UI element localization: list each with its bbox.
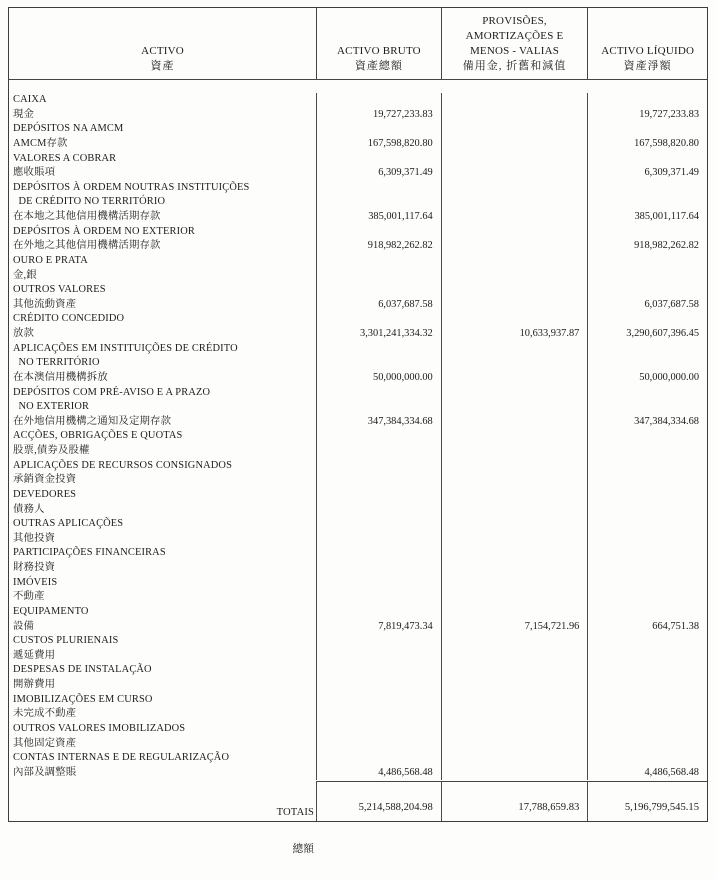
- row-label-line: NO TERRITÓRIO: [13, 357, 100, 369]
- row-label-line: APLICAÇÕES DE RECURSOS CONSIGNADOS: [13, 459, 233, 471]
- header-bruto-zh: 資產總額: [354, 60, 403, 72]
- amount-liquido: [587, 459, 707, 488]
- amount-prov: [441, 386, 588, 430]
- row-label: [9, 93, 316, 122]
- row-label-line: 在本澳信用機構拆放: [13, 371, 108, 383]
- row-label-line: 設備: [13, 620, 35, 632]
- table-row: [9, 181, 707, 225]
- row-label-line: EQUIPAMENTO: [13, 605, 89, 617]
- amount-bruto: 19,727,233.83: [316, 93, 441, 122]
- row-label-line: 金,銀: [13, 269, 37, 281]
- row-label: [9, 429, 316, 458]
- row-label-line: 遞延費用: [13, 649, 56, 661]
- totals-amount-provisoes: 17,788,659.83: [441, 781, 588, 821]
- header-provisoes-pt-line1: PROVISÕES,: [482, 15, 547, 27]
- row-label-line: PARTICIPAÇÕES FINANCEIRAS: [13, 547, 166, 559]
- row-label-line: ACÇÕES, OBRIGAÇÕES E QUOTAS: [13, 430, 183, 442]
- amount-prov: [441, 283, 588, 312]
- row-label-line: 開辦費用: [13, 679, 56, 690]
- row-label-line: 其他投資: [13, 532, 56, 544]
- row-label-line: CONTAS INTERNAS E DE REGULARIZAÇÃO: [13, 752, 230, 764]
- amount-bruto: [316, 459, 441, 488]
- row-label: [9, 605, 316, 634]
- row-label-line: IMÓVEIS: [13, 576, 58, 588]
- amount-liquido: 664,751.38: [587, 605, 707, 634]
- amount-liquido: [587, 517, 707, 546]
- row-label: [9, 152, 316, 181]
- row-label: [9, 342, 316, 386]
- header-provisoes-pt-line3: MENOS - VALIAS: [469, 45, 560, 57]
- table-row: [9, 386, 707, 430]
- row-label-line: VALORES A COBRAR: [13, 152, 117, 164]
- amount-bruto: 6,309,371.49: [316, 152, 441, 181]
- header-provisoes-zh: 備用金, 折舊和減值: [462, 60, 567, 72]
- amount-liquido: 50,000,000.00: [587, 342, 707, 386]
- amount-bruto: [316, 722, 441, 751]
- row-label: [9, 459, 316, 488]
- table-row: [9, 751, 707, 780]
- amount-prov: [441, 663, 588, 692]
- amount-prov: [441, 634, 588, 663]
- table-row: [9, 693, 707, 722]
- row-label: [9, 181, 316, 225]
- row-label-line: 現金: [13, 108, 35, 120]
- row-label-line: 應收賬項: [13, 167, 56, 179]
- amount-bruto: 7,819,473.34: [316, 605, 441, 634]
- row-label-line: OURO E PRATA: [13, 254, 88, 266]
- row-label-line: OUTRAS APLICAÇÕES: [13, 518, 124, 530]
- amount-bruto: [316, 634, 441, 663]
- row-label-line: DEPÓSITOS COM PRÉ-AVISO E A PRAZO: [13, 386, 211, 398]
- row-label-line: 其他固定資產: [13, 737, 77, 749]
- table-row: [9, 546, 707, 575]
- row-label: [9, 386, 316, 430]
- amount-liquido: [587, 429, 707, 458]
- row-label-line: DEPÓSITOS À ORDEM NO EXTERIOR: [13, 225, 195, 237]
- totals-label-pt: TOTAIS: [276, 807, 315, 818]
- amount-liquido: 347,384,334.68: [587, 386, 707, 430]
- table-row: [9, 93, 707, 122]
- amount-prov: [441, 342, 588, 386]
- amount-bruto: [316, 488, 441, 517]
- header-liquido-zh: 資產淨額: [623, 60, 672, 72]
- amount-prov: [441, 488, 588, 517]
- totals-label: [9, 781, 316, 855]
- table-row: [9, 634, 707, 663]
- table-body: [9, 80, 707, 781]
- row-label-line: OUTROS VALORES IMOBILIZADOS: [13, 722, 186, 734]
- row-label-line: 承銷資金投資: [13, 474, 77, 486]
- amount-liquido: [587, 634, 707, 663]
- header-provisoes: [441, 8, 588, 79]
- table-row: [9, 459, 707, 488]
- header-activo-pt: ACTIVO: [141, 45, 184, 57]
- row-label-line: 在本地之其他信用機構活期存款: [13, 211, 161, 222]
- amount-bruto: [316, 254, 441, 283]
- amount-bruto: 347,384,334.68: [316, 386, 441, 430]
- row-label: [9, 517, 316, 546]
- amount-liquido: 19,727,233.83: [587, 93, 707, 122]
- amount-bruto: 385,001,117.64: [316, 181, 441, 225]
- amount-liquido: 6,309,371.49: [587, 152, 707, 181]
- amount-bruto: 50,000,000.00: [316, 342, 441, 386]
- row-label-line: IMOBILIZAÇÕES EM CURSO: [13, 693, 153, 705]
- table-row: [9, 429, 707, 458]
- amount-liquido: 6,037,687.58: [587, 283, 707, 312]
- assets-table: [8, 7, 708, 855]
- header-activo: [9, 8, 316, 79]
- amount-prov: 7,154,721.96: [441, 605, 588, 634]
- amount-bruto: [316, 546, 441, 575]
- amount-prov: [441, 546, 588, 575]
- amount-liquido: [587, 693, 707, 722]
- table-row: [9, 517, 707, 546]
- header-provisoes-pt-line2: AMORTIZAÇÕES E: [465, 30, 564, 42]
- amount-liquido: [587, 576, 707, 605]
- amount-prov: 10,633,937.87: [441, 312, 588, 341]
- row-label-line: 其他流動資產: [13, 298, 77, 310]
- amount-liquido: [587, 254, 707, 283]
- row-label: [9, 722, 316, 751]
- row-label-line: CAIXA: [13, 94, 47, 105]
- row-label-line: 放款: [13, 328, 35, 339]
- row-label: [9, 693, 316, 722]
- row-label: [9, 576, 316, 605]
- row-label-line: 不動產: [13, 591, 45, 603]
- table-row: [9, 312, 707, 341]
- row-label-line: CRÉDITO CONCEDIDO: [13, 313, 125, 325]
- table-row: [9, 283, 707, 312]
- table-header-row: [9, 8, 707, 80]
- amount-liquido: 3,290,607,396.45: [587, 312, 707, 341]
- totals-amount-bruto: 5,214,588,204.98: [316, 781, 441, 821]
- row-label-line: 股票,債券及股權: [13, 445, 90, 456]
- table-row: [9, 122, 707, 151]
- row-label-line: 內部及調整賬: [13, 766, 77, 778]
- header-liquido-pt: ACTIVO LÍQUIDO: [601, 45, 695, 57]
- row-label-line: 債務人: [13, 503, 45, 515]
- table-row: [9, 576, 707, 605]
- amount-prov: [441, 576, 588, 605]
- row-label-line: DEPÓSITOS NA AMCM: [13, 123, 124, 135]
- amount-prov: [441, 225, 588, 254]
- amount-prov: [441, 181, 588, 225]
- amount-prov: [441, 517, 588, 546]
- amount-bruto: [316, 576, 441, 605]
- row-label: [9, 663, 316, 692]
- totals-amount-liquido: 5,196,799,545.15: [587, 781, 707, 821]
- amount-bruto: 167,598,820.80: [316, 122, 441, 151]
- amount-liquido: [587, 488, 707, 517]
- row-label-line: DE CRÉDITO NO TERRITÓRIO: [13, 196, 166, 208]
- amount-bruto: 6,037,687.58: [316, 283, 441, 312]
- amount-liquido: [587, 663, 707, 692]
- amount-bruto: 918,982,262.82: [316, 225, 441, 254]
- amount-liquido: 918,982,262.82: [587, 225, 707, 254]
- amount-liquido: 4,486,568.48: [587, 751, 707, 780]
- row-label: [9, 254, 316, 283]
- table-row: [9, 488, 707, 517]
- row-label: [9, 488, 316, 517]
- amount-bruto: [316, 517, 441, 546]
- row-label-line: 在外地信用機構之通知及定期存款: [13, 415, 172, 427]
- amount-prov: [441, 459, 588, 488]
- row-label-line: NO EXTERIOR: [13, 401, 90, 413]
- amount-prov: [441, 693, 588, 722]
- header-bruto-pt: ACTIVO BRUTO: [337, 45, 421, 57]
- table-row: [9, 225, 707, 254]
- table-row: [9, 605, 707, 634]
- row-label: [9, 634, 316, 663]
- amount-prov: [441, 122, 588, 151]
- row-label-line: AMCM存款: [13, 137, 68, 149]
- row-label-line: APLICAÇÕES EM INSTITUIÇÕES DE CRÉDITO: [13, 342, 238, 354]
- row-label-line: 財務投資: [13, 562, 56, 573]
- amount-prov: [441, 254, 588, 283]
- row-label-line: DESPESAS DE INSTALAÇÃO: [13, 664, 152, 676]
- table-row: [9, 722, 707, 751]
- amount-bruto: [316, 429, 441, 458]
- table-row: [9, 342, 707, 386]
- row-label: [9, 312, 316, 341]
- row-label-line: 在外地之其他信用機構活期存款: [13, 240, 161, 252]
- row-label: [9, 225, 316, 254]
- header-activo-liquido: [587, 8, 707, 79]
- row-label: [9, 751, 316, 780]
- header-activo-zh: 資產: [150, 60, 175, 72]
- amount-bruto: 4,486,568.48: [316, 751, 441, 780]
- table-row: [9, 663, 707, 692]
- row-label-line: CUSTOS PLURIENAIS: [13, 635, 119, 647]
- row-label-line: DEPÓSITOS À ORDEM NOUTRAS INSTITUIÇÕES: [13, 181, 250, 193]
- table-row: [9, 152, 707, 181]
- amount-bruto: [316, 663, 441, 692]
- amount-prov: [441, 93, 588, 122]
- header-activo-bruto: [316, 8, 441, 79]
- row-label-line: 未完成不動產: [13, 708, 77, 720]
- row-label: [9, 283, 316, 312]
- amount-prov: [441, 429, 588, 458]
- amount-liquido: [587, 546, 707, 575]
- amount-liquido: [587, 722, 707, 751]
- row-label-line: DEVEDORES: [13, 488, 77, 500]
- amount-bruto: 3,301,241,334.32: [316, 312, 441, 341]
- amount-prov: [441, 152, 588, 181]
- amount-prov: [441, 722, 588, 751]
- amount-bruto: [316, 693, 441, 722]
- table-row: [9, 254, 707, 283]
- row-label: [9, 546, 316, 575]
- amount-liquido: 385,001,117.64: [587, 181, 707, 225]
- row-label-line: OUTROS VALORES: [13, 284, 106, 296]
- amount-liquido: 167,598,820.80: [587, 122, 707, 151]
- amount-prov: [441, 751, 588, 780]
- row-label: [9, 122, 316, 151]
- totals-row: [9, 781, 707, 855]
- totals-label-zh: 總額: [292, 843, 315, 855]
